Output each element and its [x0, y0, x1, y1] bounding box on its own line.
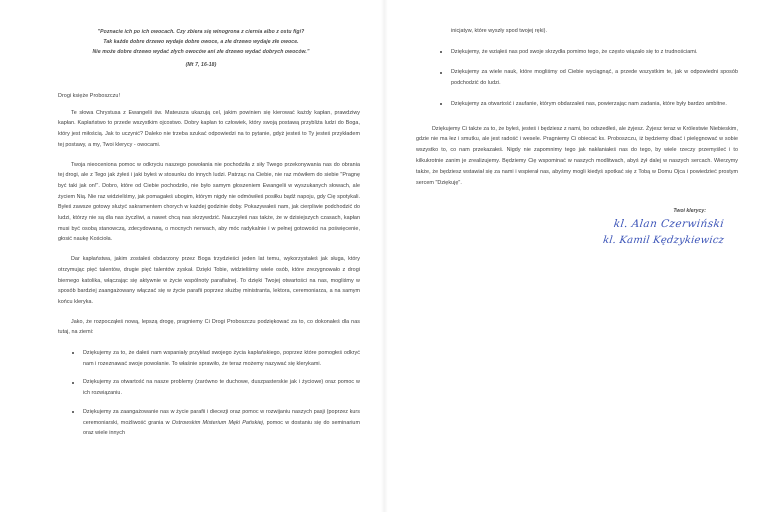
list-item: Dziękujemy za wiele nauk, które mogliśmy od Ciebie wyciągnąć, a przede wszystkim te, jak w odpowiedni sposób podchodzić do ludzi.: [440, 67, 738, 88]
thanks-list-right: [416, 47, 738, 110]
quote-line-3: Nie może dobre drzewo wydać złych owoców ani złe drzewo wydać dobrych owoców.": [92, 48, 310, 55]
signature-label: Twoi klerycy:: [673, 208, 706, 215]
list-item: Dziękujemy za zaangażowanie nas w życie parafii i diecezji oraz pomoc w rozwijaniu naszych pasji (poprzez kurs ceremoniarski, możliwość grania w Ostrowskim Misterium Męki Pańskiej, pomoc w dostaniu się do seminarium oraz wiele innych: [72, 407, 360, 439]
paragraph-3: Dar kapłaństwa, jakim zostałeś obdarzony przez Boga trzydzieści jeden lat temu, wykorzystałeś jak sługa, który otrzymując pięć talentów, drugie pięć talentów zyskał. Dzięki Tobie, widzieliśmy wiele osób, które zrezygnowało z drogi biernego katolika, włączając się aktywnie w życie wspólnoty parafialnej. To dzięki Twojej otwartości na nas, mogliśmy w sposób bardziej zaangażowany włączać się w życie parafii poprzez służbę ministranta, lektora, ceremoniarza, a na samym końcu kleryka.: [58, 256, 360, 305]
quote-line-1: "Poznacie ich po ich owocach. Czy zbiera się winogrona z ciernia albo z ostu figi?: [97, 29, 305, 35]
list-item: Dziękujemy za to, że dałeś nam wspaniały przykład swojego życia kapłańskiego, poprzez które pomogłeś odkryć nam i rozeznawać swoje powołanie. To właśnie sprawiło, że teraz możemy nazywać się klerykami.: [72, 348, 360, 369]
handwritten-signature-2: kl. Kamil Kędzykiewicz: [602, 234, 725, 246]
paragraph-1: Te słowa Chrystusa z Ewangelii św. Mateusza ukazują cel, jakim powinien się kierować każdy kapłan, prawdziwy kapłan. Kapłaństwo to przede wszystkim ojcostwo. Dobry kapłan to człowiek, który swoją postawą przybliża ludzi do Boga, który jest miłością. Jak to uczynić? Daleko nie trzeba szukać odpowiedzi na to pytanie, gdyż jesteś to Ty jesteś przykładem tej postawy, a my, Twoi klerycy - owocami.: [58, 109, 360, 148]
work-title-italic: Ostrowskim Misterium Męki Pańskiej: [171, 419, 263, 426]
handwritten-signature-1: kl. Alan Czerwiński: [612, 218, 725, 231]
paragraph-4: Jako, że rozpocząłeś nową, lepszą drogę, pragniemy Ci Drogi Proboszczu podziękować za to, co dokonałeś dla nas tutaj, na ziemi:: [58, 318, 360, 336]
quote-reference: (Mt 7, 16-18): [185, 61, 217, 68]
thanks-list-left: [42, 348, 360, 439]
paragraph-2: Twoja nieoceniona pomoc w odkryciu naszego powołania nie pochodziła z siły Twego przekonywania nas do obrania tej drogi, ale z Tego jak żyłeś i jaki byłeś w stosunku do innych ludzi. Patrząc na Ciebie, nie raz mówiłem do siebie "Pragnę być taki jak on!". Dobro, które od Ciebie pochodziło, nie było samym głoszeniem Ewangelii w wyszukanych słowach, ale życiem Nią. Nie raz widzieliśmy, jak pomagałeś ubogim, którym nigdy nie odmówiłeś posiłku bądź napoju, gdy Cię spotykali. Byłeś zawsze gotowy służyć sakramentem chorych w każdej godzinie doby. Pokazywałeś nam, jak cierpliwie podchodzić do ludzi, którzy nie są dla nas życzliwi, a nawet chcą nas skrzywdzić. Nauczyłeś nas także, że w dzisiejszych czasach, kapłan musi być osobą stanowczą, zdecydowaną, o mocnych nerwach, aby móc radykalnie i w pełnej gotowości na poświęcenie, głosić naukę Kościoła.: [58, 161, 360, 243]
list-item: Dziękujemy za otwartość i zaufanie, którym obdarzałeś nas, powierzając nam zadania, które były bardzo ambitne.: [440, 99, 738, 110]
quote-line-2: Tak każde dobre drzewo wydaje dobre owoce, a złe drzewo wydaje złe owoce.: [103, 38, 299, 45]
closing-paragraph: Dziękujemy Ci także za to, że byłeś, jesteś i będziesz z nami, bo odszedłeś, ale żyjesz. Żyjesz teraz w Królestwie Niebieskim, gdzie nie ma łez i smutku, ale jest radość i wesele. Pragniemy Ci obiecać ks. Proboszczu, iż będziemy dbać i pielęgnować w sobie wszystko to, co nam przekazałeś. Nigdy nie zapomnimy tego jak nakłaniałeś nas do tego, by wiele rzeczy przemyśleć i to kilkukrotnie zanim je zrealizujemy. Będziemy Cię wspominać w naszych modlitwach, abyś żył dalej w naszych sercach. Wierzymy także, że będziesz wstawiał się za nami i wspierał nas, abyśmy mogli kiedyś spotkać się z Tobą w Domu Ojca i powiedzieć prostym sercem "Dziękuję".: [416, 125, 738, 186]
list-item: Dziękujemy, że wziąłeś nas pod swoje skrzydła pomimo tego, że często wiązało się to z trudnościami.: [440, 47, 738, 58]
salutation: Drogi księże Proboszczu!: [58, 92, 121, 99]
document-page-right: [384, 0, 768, 512]
list-item: Dziękujemy za otwartość na nasze problemy (zarówno te duchowe, duszpasterskie jak i życiowe) oraz pomoc w ich rozwiązaniu.: [72, 377, 360, 398]
scripture-quote: [42, 28, 360, 71]
signature-block: [416, 208, 738, 248]
continuation-line: inicjatyw, które wyszły spod twojej ręki).: [451, 28, 548, 34]
